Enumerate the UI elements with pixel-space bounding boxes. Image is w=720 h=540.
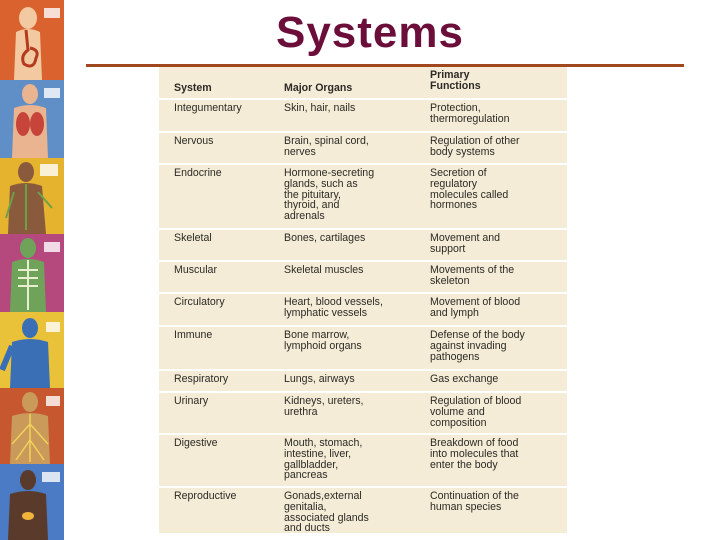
- table-row: [159, 165, 567, 228]
- cell-system: Urinary: [174, 395, 209, 407]
- cell-primary-functions: Protection, thermoregulation: [430, 102, 510, 125]
- cell-major-organs: Lungs, airways: [284, 373, 355, 385]
- cell-major-organs: Gonads,external genitalia, associated glands and ducts: [284, 490, 369, 533]
- cell-system: Reproductive: [174, 490, 237, 502]
- table-row: [159, 488, 567, 533]
- respiratory-system-thumbnail: [0, 80, 64, 158]
- endocrine-system-thumbnail: [0, 464, 64, 540]
- column-header-system: System: [174, 82, 212, 94]
- cell-system: Nervous: [174, 135, 214, 147]
- column-header-primary-functions: Primary Functions: [430, 69, 481, 92]
- cell-major-organs: Skin, hair, nails: [284, 102, 356, 114]
- cell-system: Skeletal: [174, 232, 212, 244]
- cell-primary-functions: Movements of the skeleton: [430, 264, 515, 287]
- cell-primary-functions: Movement of blood and lymph: [430, 296, 521, 319]
- table-row: [159, 393, 567, 433]
- cell-major-organs: Hormone-secreting glands, such as the pituitary, thyroid, and adrenals: [284, 167, 375, 223]
- table-row: [159, 435, 567, 486]
- cell-primary-functions: Breakdown of food into molecules that enter the body: [430, 437, 519, 471]
- systems-table: [159, 67, 567, 533]
- table-row: [159, 230, 567, 260]
- cell-major-organs: Bones, cartilages: [284, 232, 366, 244]
- cell-primary-functions: Regulation of other body systems: [430, 135, 520, 158]
- column-header-major-organs: Major Organs: [284, 82, 353, 94]
- cell-major-organs: Bone marrow, lymphoid organs: [284, 329, 362, 352]
- cell-primary-functions: Gas exchange: [430, 373, 499, 385]
- table-header-row: [159, 67, 567, 98]
- page-title: Systems: [275, 8, 464, 57]
- cell-major-organs: Brain, spinal cord, nerves: [284, 135, 369, 158]
- cell-major-organs: Heart, blood vessels, lymphatic vessels: [284, 296, 383, 319]
- table-row: [159, 294, 567, 325]
- table-row: [159, 100, 567, 131]
- table-row: [159, 371, 567, 391]
- cell-system: Muscular: [174, 264, 217, 276]
- cell-major-organs: Kidneys, ureters, urethra: [284, 395, 364, 418]
- cell-major-organs: Mouth, stomach, intestine, liver, gallbladder, pancreas: [284, 437, 363, 482]
- skeletal-system-thumbnail: [0, 234, 64, 312]
- table-row: [159, 327, 567, 369]
- cell-primary-functions: Regulation of blood volume and composition: [430, 395, 522, 429]
- muscular-system-thumbnail: [0, 312, 64, 388]
- table-row: [159, 133, 567, 163]
- nervous-system-thumbnail: [0, 388, 64, 464]
- cell-system: Circulatory: [174, 296, 225, 308]
- cell-system: Integumentary: [174, 102, 242, 114]
- cell-system: Endocrine: [174, 167, 222, 179]
- cell-system: Digestive: [174, 437, 218, 449]
- cell-system: Respiratory: [174, 373, 229, 385]
- cell-primary-functions: Secretion of regulatory molecules called hormones: [430, 167, 509, 212]
- cell-primary-functions: Defense of the body against invading pathogens: [430, 329, 525, 363]
- cell-primary-functions: Continuation of the human species: [430, 490, 519, 513]
- anatomy-thumbnail-strip: [0, 0, 66, 540]
- cell-system: Immune: [174, 329, 213, 341]
- table-row: [159, 262, 567, 292]
- circulatory-system-thumbnail: [0, 158, 64, 234]
- cell-major-organs: Skeletal muscles: [284, 264, 364, 276]
- cell-primary-functions: Movement and support: [430, 232, 501, 255]
